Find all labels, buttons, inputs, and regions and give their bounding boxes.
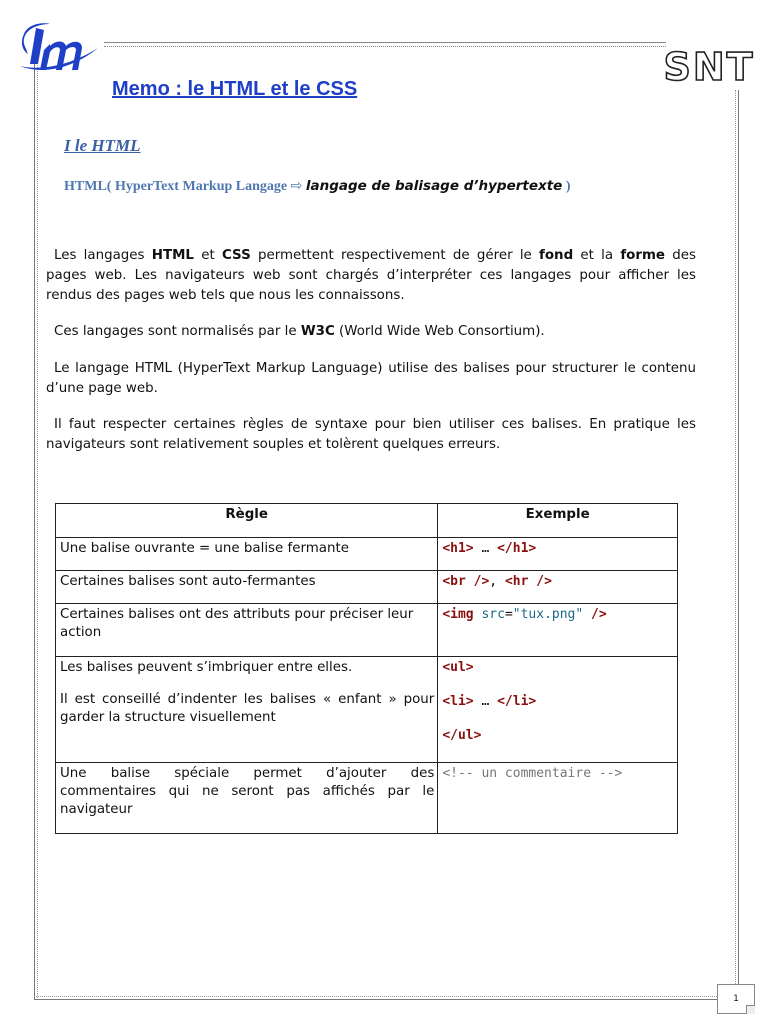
code-tag: <li> [442, 694, 474, 709]
text: des pages web. Les navigateurs web sont chargés d’interpréter ces langages pour afficher les rendus des pages web tels que nous les connaissons. [46, 248, 696, 303]
code-tag: <hr /> [504, 574, 552, 589]
subtitle [64, 178, 570, 195]
subtitle-english: HTML( HyperText Markup Langage [64, 179, 288, 194]
code-string: "tux.png" [512, 607, 584, 622]
paragraph-intro [46, 246, 696, 306]
rule-cell [56, 657, 438, 763]
code-attribute: src [473, 607, 505, 622]
arrow-icon: ⇨ [290, 179, 303, 194]
bold-forme: forme [620, 248, 666, 263]
text: (World Wide Web Consortium). [334, 324, 545, 339]
bold-html: HTML [151, 248, 194, 263]
rule-cell: Une balise spéciale permet d’ajouter des commentaires qui ne seront pas affichés par le navigateur [56, 763, 438, 834]
paragraph-w3c [46, 322, 696, 342]
page-number: 1 [717, 984, 755, 1014]
example-cell: <!-- un commentaire --> [438, 763, 678, 834]
code-tag: <h1> [442, 541, 474, 556]
page-title: Memo : le HTML et le CSS [112, 78, 358, 100]
top-border [104, 42, 666, 47]
rule-line: Les balises peuvent s’imbriquer entre elles. [60, 660, 353, 675]
header-example: Exemple [438, 504, 678, 538]
code-tag: </li> [497, 694, 537, 709]
rule-cell: Une balise ouvrante = une balise fermante [56, 538, 438, 571]
header-rule: Règle [56, 504, 438, 538]
example-cell [438, 604, 678, 657]
rule-line: Il est conseillé d’indenter les balises « enfant » pour garder la structure visuellement [60, 692, 435, 725]
example-cell [438, 571, 678, 604]
paragraph-html: Le langage HTML (HyperText Markup Language) utilise des balises pour structurer le contenu d’une page web. [46, 361, 696, 396]
code-text: = [504, 607, 513, 622]
paragraph-syntax: Il faut respecter certaines règles de syntaxe pour bien utiliser ces balises. En pratique les navigateurs sont relativement souples et tolèrent quelques erreurs. [46, 417, 696, 452]
section-heading: I le HTML [64, 136, 141, 155]
table-row [56, 571, 678, 604]
table-header-row [56, 504, 678, 538]
bottom-border [34, 996, 739, 1000]
table-row [56, 538, 678, 571]
right-border [735, 90, 739, 1000]
school-logo [16, 14, 100, 76]
example-cell [438, 657, 678, 763]
code-tag: </ul> [442, 728, 482, 743]
code-tag: <br /> [442, 574, 490, 589]
svg-text:SNT: SNT [663, 45, 755, 89]
code-tag: <img [442, 607, 474, 622]
code-tag: <ul> [442, 660, 474, 675]
text: et [193, 248, 222, 263]
bold-w3c: W3C [300, 324, 335, 339]
snt-stamp [663, 40, 755, 92]
code-text: … [473, 541, 498, 556]
bold-fond: fond [539, 248, 574, 263]
text: permettent respectivement de gérer le [250, 248, 540, 263]
code-tag: /> [583, 607, 607, 622]
table-row [56, 657, 678, 763]
rule-cell: Certaines balises ont des attributs pour préciser leur action [56, 604, 438, 657]
text: Les langages [54, 248, 152, 263]
table-row [56, 604, 678, 657]
bold-css: CSS [221, 248, 251, 263]
table-row [56, 763, 678, 834]
subtitle-french: langage de balisage d’hypertexte [305, 178, 563, 194]
rules-table [55, 503, 678, 834]
code-tag: </h1> [497, 541, 537, 556]
code-text: , [489, 574, 505, 589]
left-border [34, 62, 38, 1000]
example-cell [438, 538, 678, 571]
text: et la [573, 248, 621, 263]
code-text: … [473, 694, 498, 709]
rule-cell: Certaines balises sont auto-fermantes [56, 571, 438, 604]
subtitle-close: ) [565, 179, 571, 194]
text: Ces langages sont normalisés par le [54, 324, 301, 339]
